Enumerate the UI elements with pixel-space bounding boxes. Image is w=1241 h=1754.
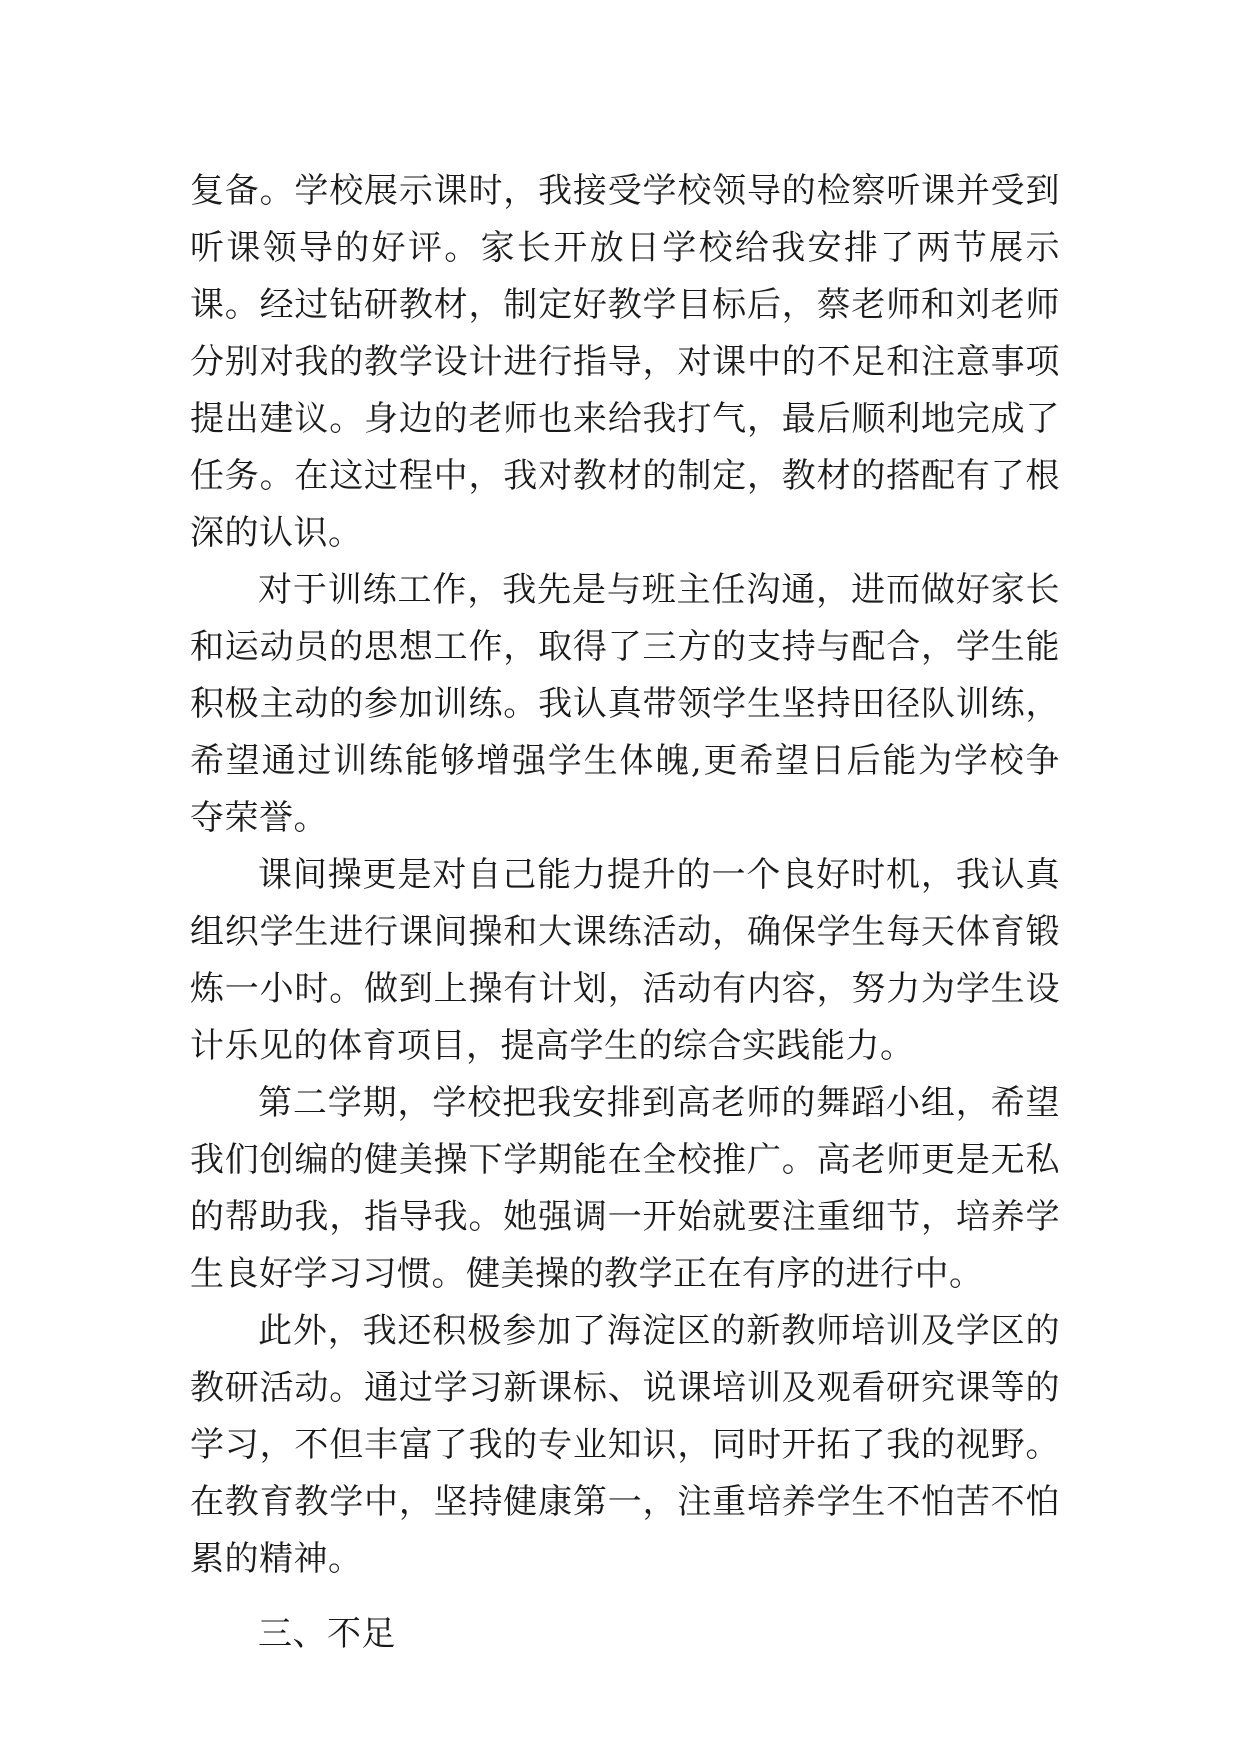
- paragraph-training: 对于训练工作，我先是与班主任沟通，进而做好家长和运动员的思想工作，取得了三方的支持与配合，学生能积极主动的参加训练。我认真带领学生坚持田径队训练，希望通过训练能够增强学生体魄,更希望日后能为学校争夺荣誉。: [190, 570, 1060, 838]
- document-body: [190, 163, 1060, 1663]
- paragraph-continued: 复备。学校展示课时，我接受学校领导的检察听课并受到听课领导的好评。家长开放日学校给我安排了两节展示课。经过钻研教材，制定好教学目标后，蔡老师和刘老师分别对我的教学设计进行指导，对课中的不足和注意事项提出建议。身边的老师也来给我打气，最后顺利地完成了任务。在这过程中，我对教材的制定，教材的搭配有了根深的认识。: [190, 171, 1060, 553]
- paragraph-second-semester: 第二学期，学校把我安排到高老师的舞蹈小组，希望我们创编的健美操下学期能在全校推广。高老师更是无私的帮助我，指导我。她强调一开始就要注重细节，培养学生良好学习习惯。健美操的教学正在有序的进行中。: [190, 1083, 1060, 1294]
- section-heading: 三、不足: [258, 1614, 396, 1654]
- paragraph-additional: 此外，我还积极参加了海淀区的新教师培训及学区的教研活动。通过学习新课标、说课培训及观看研究课等的学习，不但丰富了我的专业知识，同时开拓了我的视野。在教育教学中，坚持健康第一，注重培养学生不怕苦不怕累的精神。: [190, 1311, 1060, 1579]
- paragraph-exercise-break: 课间操更是对自己能力提升的一个良好时机，我认真组织学生进行课间操和大课练活动，确保学生每天体育锻炼一小时。做到上操有计划，活动有内容，努力为学生设计乐见的体育项目，提高学生的综合实践能力。: [190, 855, 1060, 1066]
